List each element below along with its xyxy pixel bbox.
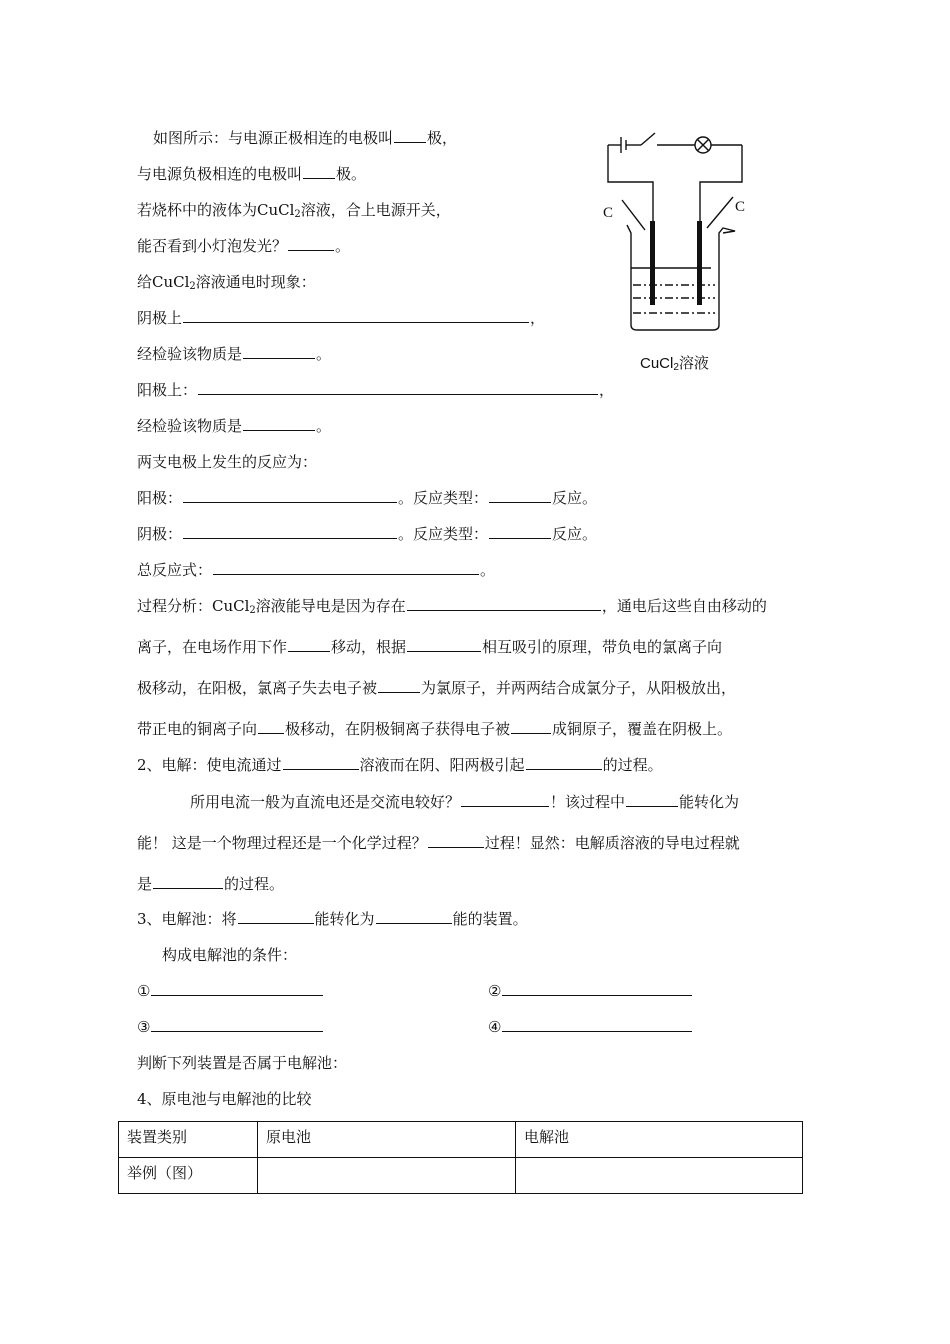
electrolysis-apparatus-diagram bbox=[595, 125, 755, 340]
comparison-heading: 4、原电池与电解池的比较 bbox=[137, 1090, 312, 1108]
switch-blade bbox=[641, 133, 655, 145]
blank[interactable] bbox=[183, 308, 529, 323]
electrolysis-question-line-2: 能！ 这是一个物理过程还是一个化学过程？ 过程！显然：电解质溶液的导电过程就 bbox=[137, 834, 740, 852]
overall-reaction: 总反应式： 。 bbox=[137, 561, 496, 579]
conditions-heading: 构成电解池的条件： bbox=[162, 946, 298, 964]
electrolysis-question-line-1: 所用电流一般为直流电还是交流电较好？ ！该过程中 能转化为 bbox=[190, 793, 740, 811]
cathode-reaction: 阴极： 。反应类型： 反应。 bbox=[137, 525, 598, 543]
blank[interactable] bbox=[151, 981, 323, 996]
header-galvanic-cell: 原电池 bbox=[258, 1122, 516, 1158]
anode-phenomenon: 阳极上： ， bbox=[137, 381, 615, 399]
condition-4: ④ bbox=[488, 1017, 693, 1037]
header-electrolytic-cell: 电解池 bbox=[516, 1122, 803, 1158]
blank[interactable] bbox=[511, 719, 551, 734]
blank[interactable] bbox=[407, 596, 601, 611]
blank[interactable] bbox=[283, 755, 359, 770]
intro-line-2: 与电源负极相连的电极叫 极。 bbox=[137, 165, 367, 183]
process-line-1: 过程分析：CuCl$_2$溶液能导电是因为存在 ，通电后这些自由移动的 bbox=[137, 597, 767, 616]
comparison-table bbox=[118, 1121, 803, 1194]
condition-1: ① bbox=[137, 981, 324, 1001]
blank[interactable] bbox=[378, 678, 420, 693]
cell-galvanic-example[interactable] bbox=[258, 1158, 516, 1194]
blank[interactable] bbox=[151, 1017, 323, 1032]
condition-2: ② bbox=[488, 981, 693, 1001]
intro-line-1: 如图所示：与电源正极相连的电极叫 极， bbox=[153, 129, 458, 147]
header-device-type: 装置类别 bbox=[119, 1122, 258, 1158]
blank[interactable] bbox=[258, 719, 284, 734]
cell-electrolytic-example[interactable] bbox=[516, 1158, 803, 1194]
blank[interactable] bbox=[303, 164, 335, 179]
process-line-3: 极移动，在阳极，氯离子失去电子被 为氯原子，并两两结合成氯分子，从阳极放出， bbox=[137, 679, 737, 697]
blank[interactable] bbox=[288, 637, 330, 652]
leader-left bbox=[622, 200, 645, 230]
intro-line-5: 给CuCl$_2$溶液通电时现象： bbox=[137, 273, 316, 292]
blank[interactable] bbox=[183, 524, 397, 539]
blank[interactable] bbox=[461, 792, 549, 807]
condition-3: ③ bbox=[137, 1017, 324, 1037]
electrolysis-question-line-3: 是 的过程。 bbox=[137, 875, 285, 893]
electrode-reactions-heading: 两支电极上发生的反应为： bbox=[137, 453, 318, 471]
blank[interactable] bbox=[394, 128, 426, 143]
blank[interactable] bbox=[502, 981, 692, 996]
electrode-left bbox=[650, 221, 655, 305]
electrolysis-definition: 2、电解：使电流通过 溶液而在阴、阳两极引起 的过程。 bbox=[137, 756, 663, 774]
wire-left bbox=[608, 145, 653, 225]
figure-caption: CuCl$_2$溶液 bbox=[640, 355, 709, 373]
electrolytic-cell-definition: 3、电解池：将 能转化为 能的装置。 bbox=[137, 910, 528, 928]
row-label-example: 举例（图） bbox=[119, 1158, 258, 1194]
cathode-phenomenon: 阴极上 ， bbox=[137, 309, 546, 327]
intro-line-3: 若烧杯中的液体为CuCl$_2$溶液，合上电源开关， bbox=[137, 201, 451, 220]
electrode-label-left: C bbox=[603, 205, 614, 221]
blank[interactable] bbox=[198, 380, 598, 395]
table-header-row bbox=[119, 1122, 803, 1158]
blank[interactable] bbox=[238, 909, 314, 924]
process-line-2: 离子，在电场作用下作 移动，根据 相互吸引的原理，带负电的氯离子向 bbox=[137, 638, 723, 656]
intro-line-4: 能否看到小灯泡发光？ 。 bbox=[137, 237, 351, 255]
blank[interactable] bbox=[489, 524, 551, 539]
blank[interactable] bbox=[376, 909, 452, 924]
blank[interactable] bbox=[213, 560, 479, 575]
anode-reaction: 阳极： 。反应类型： 反应。 bbox=[137, 489, 598, 507]
judge-devices-prompt: 判断下列装置是否属于电解池： bbox=[137, 1054, 348, 1072]
leader-right bbox=[707, 197, 733, 228]
blank[interactable] bbox=[428, 833, 484, 848]
anode-test: 经检验该物质是 。 bbox=[137, 417, 332, 435]
table-row bbox=[119, 1158, 803, 1194]
electrode-right bbox=[697, 221, 702, 305]
process-line-4: 带正电的铜离子向 极移动，在阴极铜离子获得电子被 成铜原子，覆盖在阴极上。 bbox=[137, 720, 733, 738]
beaker bbox=[627, 225, 735, 330]
blank[interactable] bbox=[502, 1017, 692, 1032]
blank[interactable] bbox=[526, 755, 602, 770]
blank[interactable] bbox=[243, 344, 315, 359]
blank[interactable] bbox=[153, 874, 223, 889]
electrode-label-right: C bbox=[735, 199, 746, 215]
blank[interactable] bbox=[183, 488, 397, 503]
blank[interactable] bbox=[407, 637, 481, 652]
blank[interactable] bbox=[626, 792, 678, 807]
blank[interactable] bbox=[489, 488, 551, 503]
blank[interactable] bbox=[243, 416, 315, 431]
cathode-test: 经检验该物质是 。 bbox=[137, 345, 332, 363]
blank[interactable] bbox=[288, 236, 334, 251]
